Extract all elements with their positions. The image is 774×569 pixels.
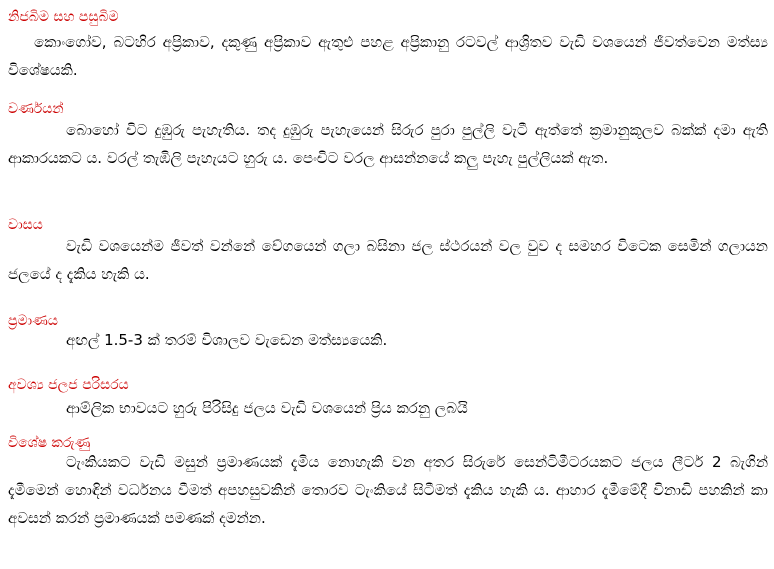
section-heading: නිජබිම සහ පසුබිම bbox=[8, 9, 119, 25]
section-body: අඟල් 1.5-3 ක් තරම් විශාලව වැඩෙන මත්ස්‍යයෙකි. bbox=[66, 331, 388, 349]
section-heading: වර්ණයන් bbox=[8, 101, 64, 117]
section-body: ටැංකියකට වැඩි මසුන් ප්‍රමාණයක් දැමිය නොහැකි වන අතර සිරුරේ සෙන්ටිමීටරයකට ජලය ලීටර් 2 බැගින් දැමීමෙන් හොඳින් වර්ධනය වීමත් අපහසුවකින් තොරව ටැංකියේ සිටීමත් දැකිය හැකි ය. ආහාර දැමීමේදී විනාඩි පහකින් කා අවසන් කරන් ප්‍රමාණයක් පමණක් දමන්න. bbox=[8, 453, 768, 527]
section-heading: විශේෂ කරුණු bbox=[8, 435, 91, 451]
section-body: බොහෝ විට දුඹුරු පැහැතිය. තද දුඹුරු පැහැයෙන් සිරුර පුරා පුල්ලි වැටී ඇත්තේ ක්‍රමානුකූලව බක්ක් දමා ඇති ආකාරයකට ය. වරල් තැඹිලි පැහැයට හුරු ය. පෙංචිට වරල ආසන්නයේ කලු පැහැ පුල්ලියක් ඇත. bbox=[8, 121, 768, 167]
section-heading: වාසය bbox=[8, 217, 43, 233]
section-body: කොංගෝව, බටහිර අප්‍රිකාව, දකුණු අප්‍රිකාව ඇතුළු පහළ අප්‍රිකානු රටවල් ආශ්‍රිතව වැඩි වශයෙන් ජීවත්වෙන මත්ස්‍ය විශේෂයකි. bbox=[8, 33, 768, 79]
section-heading: අවශ්‍ය ජලජ පරිසරය bbox=[8, 377, 129, 393]
section-heading: ප්‍රමාණය bbox=[8, 313, 58, 329]
section-body: වැඩි වශයෙන්ම ජීවත් වන්නේ වේගයෙන් ගලා බසිනා ජල ස්ථරයන් වල වුව ද සමහර විටෙක සෙමින් ගලායන ජලයේ ද දැකිය හැකි ය. bbox=[8, 237, 768, 283]
section-body: ආම්ලික භාවයට හුරු පිරිසිදු ජලය වැඩි වශයෙන් ප්‍රිය කරනු ලබයි bbox=[66, 399, 468, 417]
